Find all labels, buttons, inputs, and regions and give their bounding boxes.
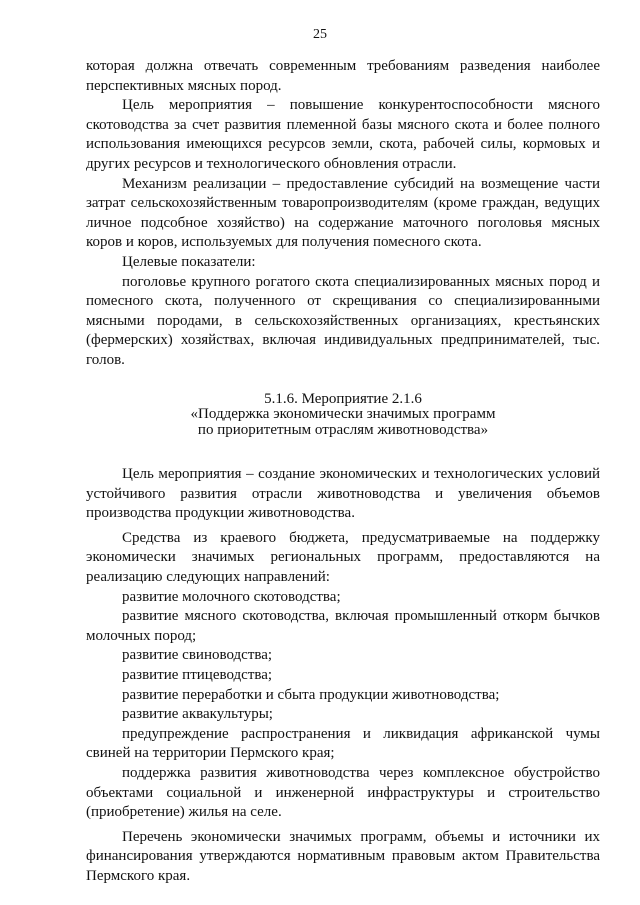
document-body [86,57,600,886]
target-indicators-label: Целевые показатели: [122,253,256,270]
direction-item: развитие свиноводства; [122,647,273,664]
direction-item: поддержка развития животноводства через комплексное обустройство объектами социальной и инженерной инфраструктуры и строительство (приобретение) жилья на селе. [86,764,600,821]
section-goal-paragraph: Цель мероприятия – создание экономических и технологических условий устойчивого развития отрасли животноводства и увеличения объемов производства продукции животноводства. [86,466,600,522]
funds-intro-paragraph: Средства из краевого бюджета, предусматриваемые на поддержку экономически значимых региональных программ, предоставляются на реализацию следующих направлений: [86,529,600,585]
target-indicator-item: поголовье крупного рогатого скота специализированных мясных пород и помесного скота, полученного от скрещивания со специализированными мясными породами, в сельскохозяйственных организациях, крестьянских (фермерских) хозяйствах, включая индивидуальных предпринимателей, тыс. голов. [86,273,600,368]
section-number: 5.1.6. Мероприятие 2.1.6 [264,390,422,407]
direction-item: развитие аквакультуры; [122,706,273,723]
goal-paragraph: Цель мероприятия – повышение конкурентоспособности мясного скотоводства за счет развития племенной базы мясного скота и более полного использования имеющихся ресурсов земли, скота, рабочей силы, кормовых и других ресурсов и технологического обновления отрасли. [86,97,600,172]
closing-paragraph: Перечень экономически значимых программ, объемы и источники их финансирования утверждаются нормативным правовым актом Правительства Пермского края. [86,828,600,884]
section-title-line-1: «Поддержка экономически значимых программ [190,406,496,422]
direction-item: предупреждение распространения и ликвидация африканской чумы свиней на территории Пермского края; [86,725,600,762]
intro-paragraph-continuation: которая должна отвечать современным требованиям разведения наиболее перспективных мясных пород. [86,58,600,94]
direction-item: развитие переработки и сбыта продукции животноводства; [122,686,500,703]
page-number: 25 [313,27,327,42]
direction-item: развитие мясного скотоводства, включая промышленный откорм бычков молочных пород; [86,608,600,644]
section-heading [86,392,600,439]
direction-item: развитие молочного скотоводства; [122,588,341,605]
direction-item: развитие птицеводства; [122,666,273,683]
section-title-line-2: по приоритетным отраслям животноводства» [197,421,489,438]
mechanism-paragraph: Механизм реализации – предоставление субсидий на возмещение части затрат сельскохозяйственным товаропроизводителям (кроме граждан, ведущих личное подсобное хозяйство) на содержание маточного поголовья мясных коров и коров, используемых для получения помесного скота. [86,175,600,251]
